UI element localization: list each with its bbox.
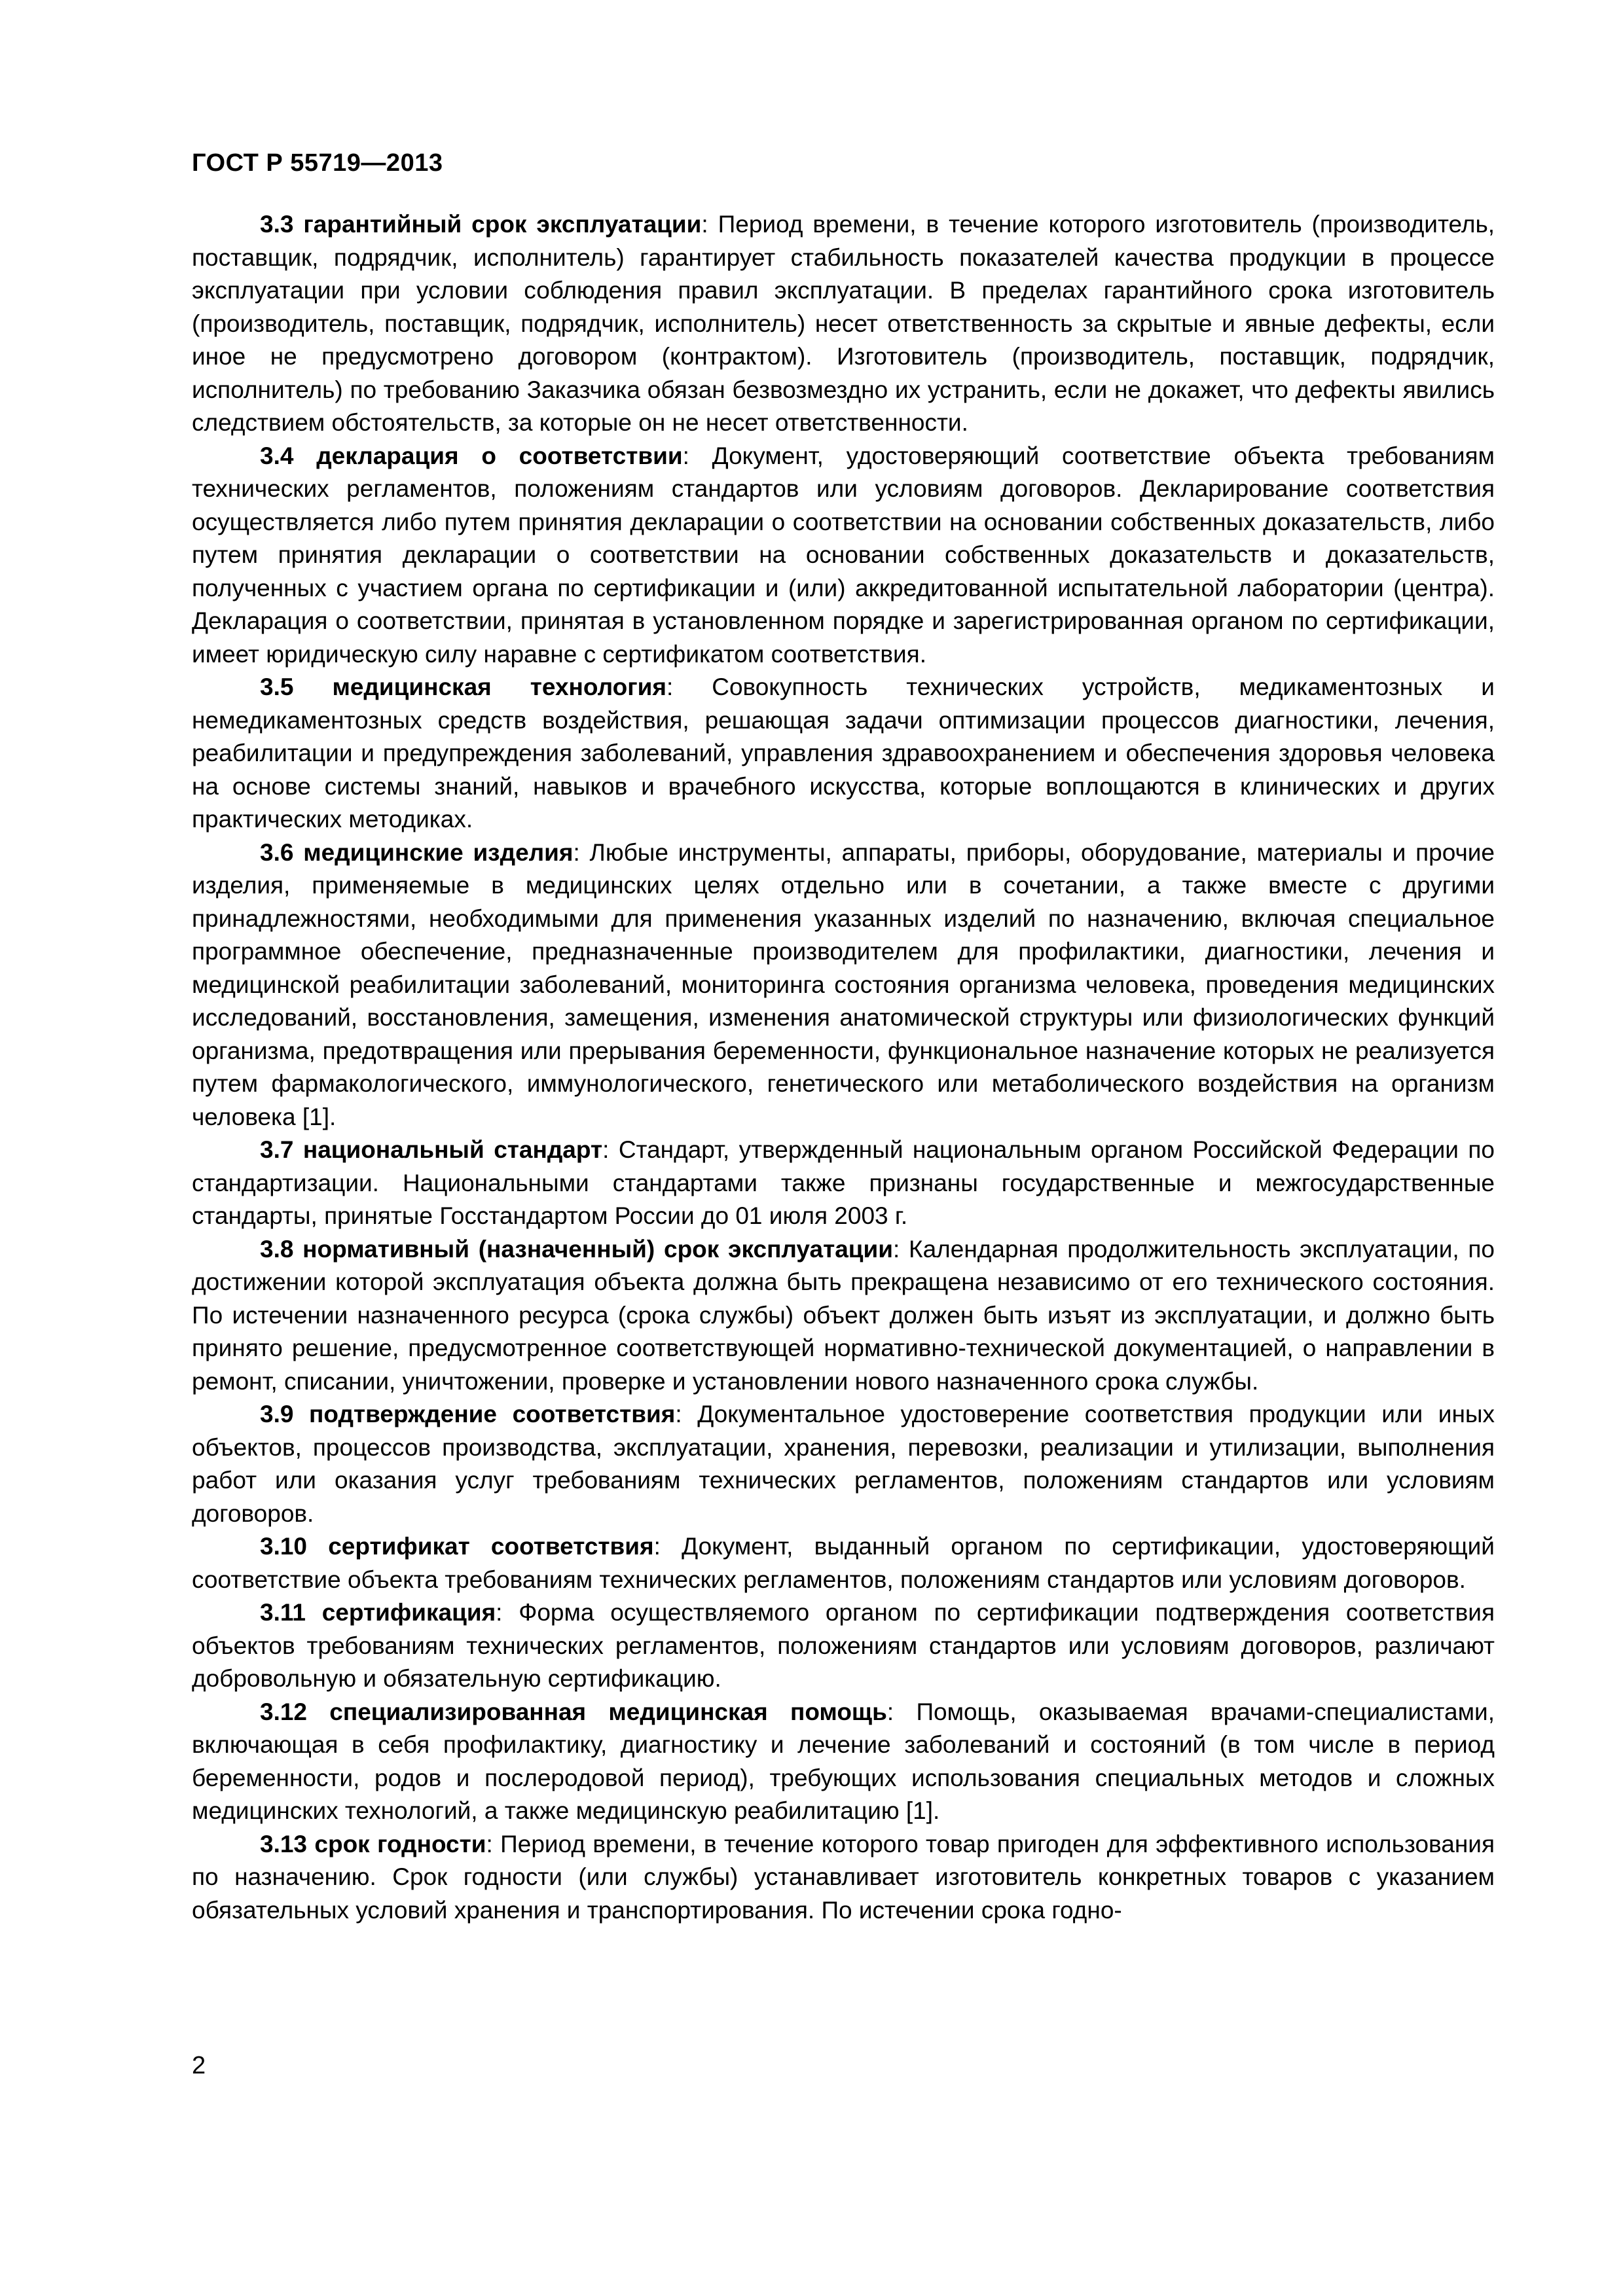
term-3-7: 3.7 национальный стандарт xyxy=(260,1136,603,1163)
definition-3-10 xyxy=(192,1530,1495,1596)
term-3-4: 3.4 декларация о соответствии xyxy=(260,442,683,469)
definition-3-4 xyxy=(192,440,1495,672)
term-3-13: 3.13 срок годности xyxy=(260,1830,486,1857)
term-3-6: 3.6 медицинские изделия xyxy=(260,838,574,866)
definition-3-8 xyxy=(192,1233,1495,1399)
term-3-8: 3.8 нормативный (назначенный) срок эксплуатации xyxy=(260,1235,894,1263)
definition-3-6 xyxy=(192,836,1495,1134)
definition-text-3-6: : Любые инструменты, аппараты, приборы, оборудование, материалы и прочие изделия, применяемые в медицинских целях отдельно или в сочетании, а также вместе с другими принадлежностями, необходимыми для применения указанных изделий по назначению, включая специальное программное обеспечение, предназначенные производителем для профилактики, диагностики, лечения и медицинской реабилитации заболеваний, мониторинга состояния организма человека, проведения медицинских исследований, восстановления, замещения, изменения анатомической структуры или физиологических функций организма, предотвращения или прерывания беременности, функциональное назначение которых не реализуется путем фармакологического, иммунологического, генетического или метаболического воздействия на организм человека [1]. xyxy=(192,838,1495,1130)
definition-text-3-11: : Форма осуществляемого органом по сертификации подтверждения соответствия объектов требованиям технических регламентов, положениям стандартов или условиям договоров, различают добровольную и обязательную сертификацию. xyxy=(192,1599,1495,1692)
definition-text-3-5: : Совокупность технических устройств, медикаментозных и немедикаментозных средств воздействия, решающая задачи оптимизации процессов диагностики, лечения, реабилитации и предупреждения заболеваний, управления здравоохранением и обеспечения здоровья человека на основе системы знаний, навыков и врачебного искусства, которые воплощаются в клинических и других практических методиках. xyxy=(192,673,1495,833)
document-body xyxy=(192,208,1495,1927)
document-code-header: ГОСТ Р 55719—2013 xyxy=(192,149,443,177)
term-3-10: 3.10 сертификат соответствия xyxy=(260,1533,654,1560)
definition-text-3-13: : Период времени, в течение которого товар пригоден для эффективного использования по назначению. Срок годности (или службы) устанавливает изготовитель конкретных товаров с указанием обязательных условий хранения и транспортирования. По истечении срока годно- xyxy=(192,1830,1495,1924)
term-3-9: 3.9 подтверждение соответствия xyxy=(260,1401,676,1427)
definition-3-3 xyxy=(192,208,1495,440)
definition-text-3-10: : Документ, выданный органом по сертификации, удостоверяющий соответствие объекта требованиям технических регламентов, положениям стандартов или условиям договоров. xyxy=(192,1533,1495,1593)
definition-text-3-12: : Помощь, оказываемая врачами-специалистами, включающая в себя профилактику, диагностику и лечение заболеваний и состояний (в том числе в период беременности, родов и послеродовой период), требующих использования специальных методов и сложных медицинских технологий, а также медицинскую реабилитацию [1]. xyxy=(192,1698,1495,1824)
definition-3-12 xyxy=(192,1696,1495,1828)
definition-text-3-9: : Документальное удостоверение соответствия продукции или иных объектов, процессов производства, эксплуатации, хранения, перевозки, реализации и утилизации, выполнения работ или оказания услуг требованиям технических регламентов, положениям стандартов или условиям договоров. xyxy=(192,1401,1495,1527)
term-3-11: 3.11 сертификация xyxy=(260,1599,496,1626)
definition-text-3-8: : Календарная продолжительность эксплуатации, по достижении которой эксплуатация объекта должна быть прекращена независимо от его технического состояния. По истечении назначенного ресурса (срока службы) объект должен быть изъят из эксплуатации, и должно быть принято решение, предусмотренное соответствующей нормативно-технической документацией, о направлении в ремонт, списании, уничтожении, проверке и установлении нового назначенного срока службы. xyxy=(192,1235,1495,1395)
term-3-12: 3.12 специализированная медицинская помощь xyxy=(260,1698,887,1725)
term-3-5: 3.5 медицинская технология xyxy=(260,673,666,700)
definition-3-7 xyxy=(192,1134,1495,1233)
definition-3-13 xyxy=(192,1828,1495,1928)
term-3-3: 3.3 гарантийный срок эксплуатации xyxy=(260,211,702,238)
definition-3-11 xyxy=(192,1596,1495,1696)
definition-3-5 xyxy=(192,671,1495,836)
definition-text-3-4: : Документ, удостоверяющий соответствие объекта требованиям технических регламентов, положениям стандартов или условиям договоров. Декларирование соответствия осуществляется либо путем принятия декларации о соответствии на основании собственных доказательств, либо путем принятия декларации о соответствии на основании собственных доказательств и доказательств, полученных с участием органа по сертификации и (или) аккредитованной испытательной лаборатории (центра). Декларация о соответствии, принятая в установленном порядке и зарегистрированная органом по сертификации, имеет юридическую силу наравне с сертификатом соответствия. xyxy=(192,442,1495,668)
definition-3-9 xyxy=(192,1398,1495,1530)
definition-text-3-7: : Стандарт, утвержденный национальным органом Российской Федерации по стандартизации. Национальными стандартами также признаны государственные и межгосударственные стандарты, принятые Госстандартом России до 01 июля 2003 г. xyxy=(192,1136,1495,1229)
definition-text-3-3: : Период времени, в течение которого изготовитель (производитель, поставщик, подрядчик, исполнитель) гарантирует стабильность показателей качества продукции в процессе эксплуатации при условии соблюдения правил эксплуатации. В пределах гарантийного срока изготовитель (производитель, поставщик, подрядчик, исполнитель) несет ответственность за скрытые и явные дефекты, если иное не предусмотрено договором (контрактом). Изготовитель (производитель, поставщик, подрядчик, исполнитель) по требованию Заказчика обязан безвозмездно их устранить, если не докажет, что дефекты явились следствием обстоятельств, за которые он не несет ответственности. xyxy=(192,211,1495,436)
page-number: 2 xyxy=(192,2052,206,2079)
